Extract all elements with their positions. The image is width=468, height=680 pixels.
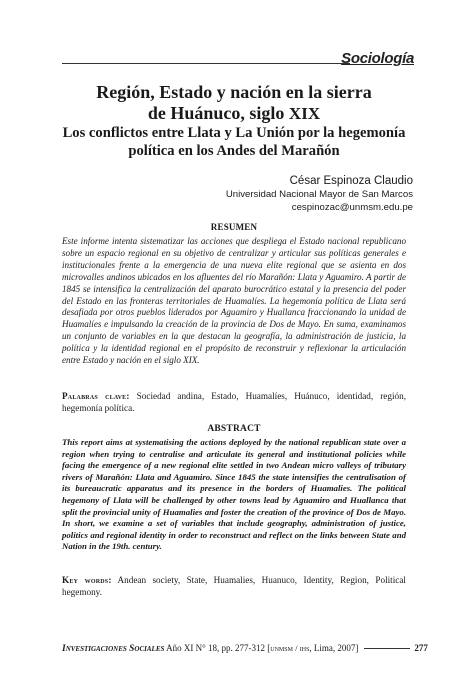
article-title-line-1: Región, Estado y nación en la sierra	[96, 82, 372, 102]
resumen-text: Este informe intenta sistematizar las acciones que despliega el Estado nacional republicano sobre un espacio regional en su objetivo de centralizar y articular sus políticas generales e institucionales frente a la emergencia de una nueva elite regional que se asienta en dos microvalles andinos ubicados en los afluentes del río Marañón: Llata y Aguamiro. A partir de 1845 se intensifica la centralización del aparato burocrático estatal y la presencia del poder del Estado en las fronteras territoriales de Huamalíes. La hegemonía política de Llata será desafiada por otros pueblos liderados por Aguamiro y Huallanca fraccionando la unidad de Huamalíes e impulsando la creación de la provincia de Dos de Mayo. En suma, examinamos un conjunto de variables en la que destacan la geografía, la administración de justicia, la política y la identidad regional en el propósito de reconstruir y reflexionar la articulación entre Estado y nación en el siglo XIX.	[62, 236, 406, 366]
key-words	[62, 575, 406, 599]
author-block	[226, 174, 413, 214]
palabras-clave-label: Palabras clave:	[62, 391, 130, 401]
article-title-line-2-text: de Huánuco, siglo	[147, 103, 289, 123]
article-title-line-2	[40, 103, 428, 124]
article-title-century: XIX	[288, 104, 321, 123]
footer-rule	[364, 648, 410, 649]
page-footer	[62, 642, 428, 655]
section-label: Sociología	[341, 50, 414, 67]
key-words-text: Andean society, State, Huamalies, Huanuco, Identity, Region, Political hegemony.	[62, 575, 406, 597]
footer-publisher: unmsm / ihs	[270, 643, 310, 653]
running-header	[62, 50, 414, 70]
palabras-clave-text: Sociedad andina, Estado, Huamalíes, Huánuco, identidad, región, hegemonía política.	[62, 391, 406, 413]
author-affiliation: Universidad Nacional Mayor de San Marcos	[225, 189, 413, 200]
footer-page-number: 277	[414, 643, 428, 653]
palabras-clave	[62, 391, 406, 415]
header-rule	[62, 63, 350, 64]
key-words-label: Key words:	[62, 575, 112, 585]
footer-issue: Año XI N° 18, pp. 277-312 [	[164, 643, 271, 653]
resumen-heading: RESUMEN	[210, 222, 258, 232]
title-block	[40, 82, 428, 160]
abstract-text: This report aims at systematising the actions deployed by the national republican state over a region when trying to centralise and articulate its general and institutional policies while facing the emergence of a new regional elite settled in two Andean micro valleys of tributary rivers of Marañón: Llata and Aguamiro. Since 1845 the state intensifies the centralisation of its bureaucratic apparatus and its presence in the borders of Huamalies. The political hegemony of Llata will be challenged by other towns lead by Aguamiro and Huallanca that split the provincial unity of Huamalies and foster the creation of the province of Dos de Mayo. In short, we examine a set of variables that include geography, administration of justice, politics and regional identity in order to reconstruct and reflect on the links between State and Nation in the 19th. century.	[62, 437, 406, 552]
footer-place-year: , Lima, 2007]	[309, 643, 359, 653]
footer-journal: Investigaciones Sociales	[62, 644, 165, 654]
author-name: César Espinoza Claudio	[289, 175, 413, 187]
article-subtitle-line-2: política en los Andes del Marañón	[128, 143, 340, 159]
author-email: cespinozac@unmsm.edu.pe	[291, 201, 413, 213]
abstract-heading: ABSTRACT	[207, 424, 261, 434]
article-subtitle-line-1: Los conflictos entre Llata y La Unión por la hegemonía	[62, 125, 406, 141]
